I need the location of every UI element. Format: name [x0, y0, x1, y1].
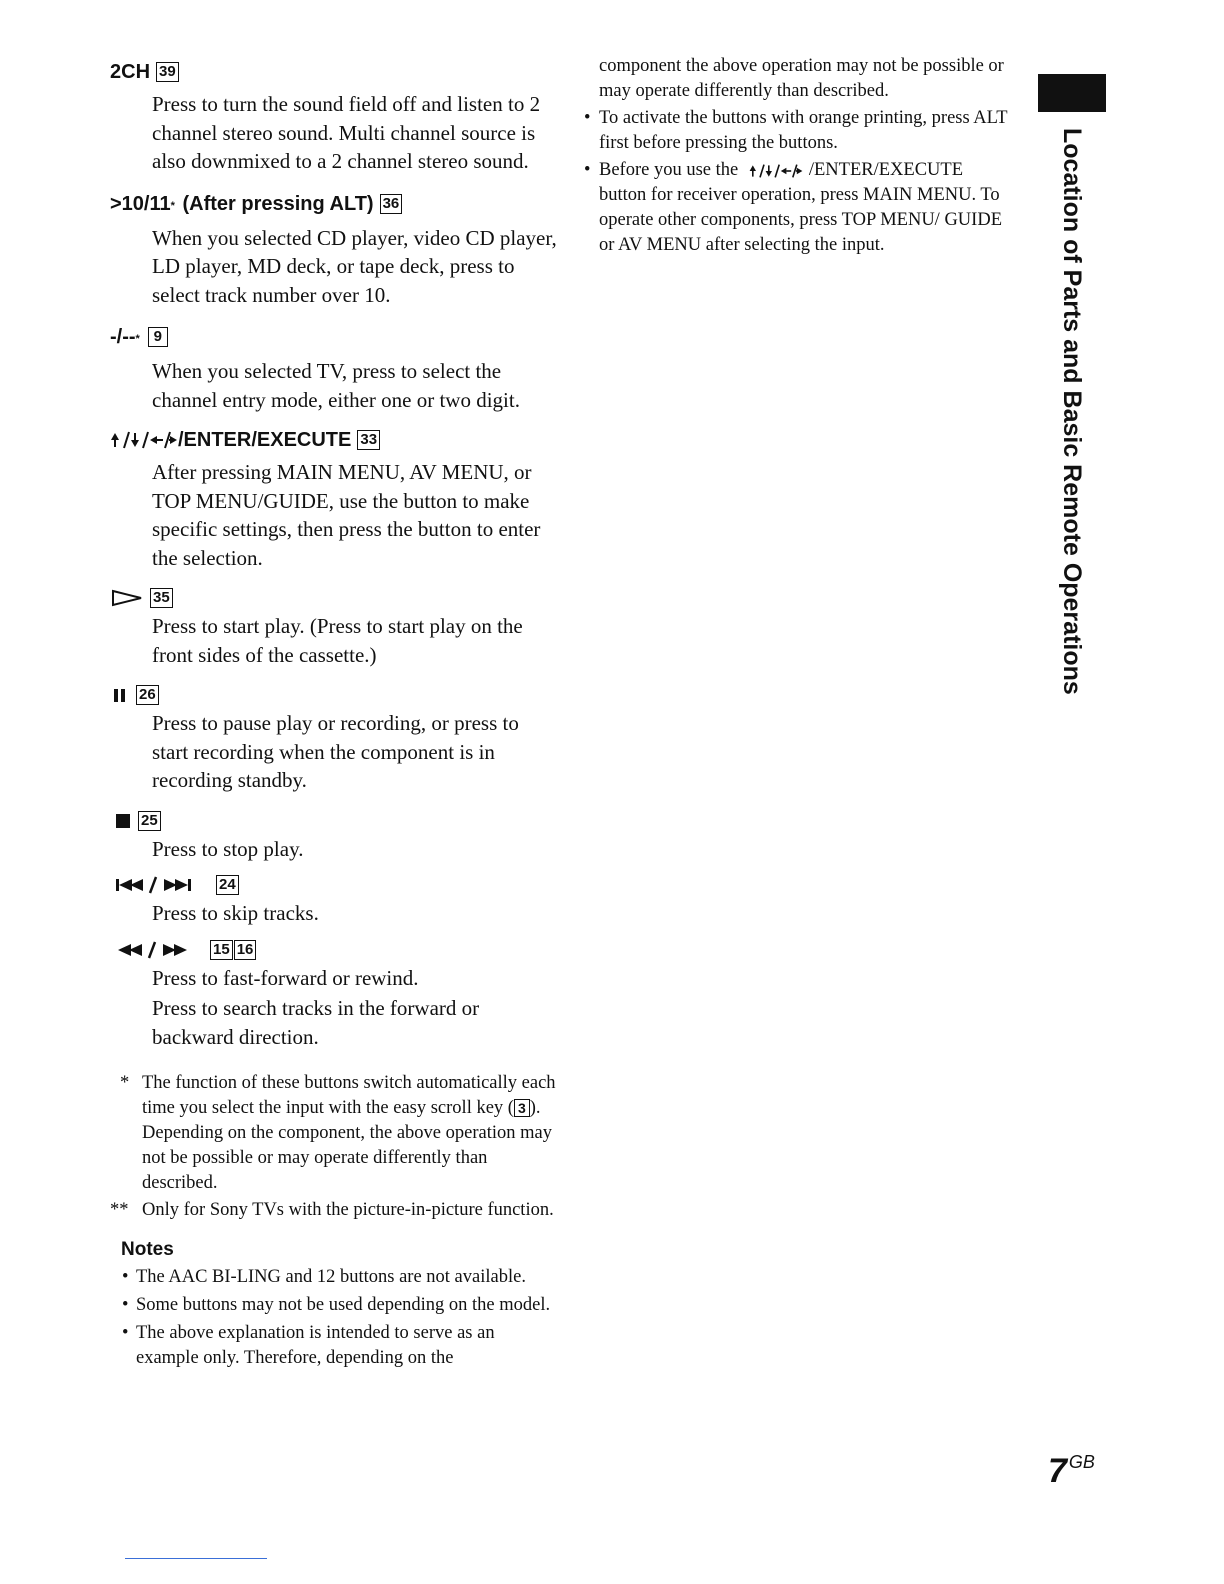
entry-description — [152, 612, 560, 669]
button-label-dash: -/-- — [110, 326, 136, 348]
page-number-digit: 7 — [1048, 1452, 1067, 1490]
page-number — [1048, 1452, 1095, 1491]
list-item: component the above operation may not be possible or may operate differently than described. — [599, 56, 1004, 101]
entry-description — [152, 90, 560, 176]
description-text: Press to turn the sound field off and listen to 2 channel stereo sound. Multi channel source is also downmixed to a 2 channel stereo sound. — [152, 92, 541, 173]
ref-number-box: 3 — [514, 1099, 530, 1117]
footnote-mark: ** — [110, 1200, 129, 1220]
footnote-double — [110, 1198, 560, 1223]
arrow-keys-icon — [743, 160, 809, 180]
description-text: When you selected TV, press to select the channel entry mode, either one or two digit. — [152, 359, 520, 412]
bottom-rule — [125, 1558, 267, 1559]
right-column — [582, 54, 1012, 260]
left-column — [110, 58, 560, 1374]
footnote-text: Only for Sony TVs with the picture-in-picture function. — [142, 1200, 554, 1220]
ref-number-box: 25 — [138, 811, 161, 831]
ref-number-box: 9 — [148, 327, 168, 347]
entry-description — [152, 899, 560, 928]
rewind-fast-forward-icon — [110, 941, 202, 959]
list-item: • To activate the buttons with orange printing, press ALT first before pressing the buttons. — [582, 106, 1012, 156]
entry-heading — [110, 188, 560, 220]
list-item-text: Before you use the — [599, 160, 743, 180]
description-text: Press to stop play. — [152, 836, 304, 861]
play-icon — [110, 589, 144, 607]
ref-number-box: 36 — [380, 194, 403, 214]
list-item — [582, 158, 1012, 258]
right-notes-list — [582, 54, 1012, 258]
entry-heading — [110, 811, 560, 831]
entry-heading — [110, 426, 560, 454]
entry-skip — [110, 875, 560, 928]
entry-heading — [110, 588, 560, 608]
footnote-single — [110, 1071, 560, 1196]
entry-description — [152, 224, 560, 310]
footnote-text-part: The function of these buttons switch automatically each time you select the input with the easy scroll key ( — [142, 1073, 556, 1118]
ref-number-box: 24 — [216, 875, 239, 895]
ref-number-box: 26 — [136, 685, 159, 705]
entry-description — [152, 357, 560, 414]
entry-heading — [110, 321, 560, 353]
description-text: After pressing MAIN MENU, AV MENU, or TOP MENU/GUIDE, use the button to make specific settings, then press the button to enter the selection. — [152, 460, 541, 570]
description-text: Press to search tracks in the forward or backward direction. — [152, 996, 480, 1049]
description-text: Press to start play. (Press to start play on the front sides of the cassette.) — [152, 614, 523, 667]
entry-fast-forward-rewind — [110, 940, 560, 1052]
ref-number-box: 15 — [210, 940, 233, 960]
section-tab-marker — [1038, 74, 1106, 112]
description-text: Press to skip tracks. — [152, 901, 319, 925]
button-label-10-11: >10/11 — [110, 192, 171, 215]
entry-enter-execute — [110, 426, 560, 572]
description-text: Press to pause play or recording, or press to start recording when the component is in recording standby. — [152, 711, 519, 792]
entry-description — [152, 835, 560, 864]
ref-number-box: 16 — [234, 940, 257, 960]
button-label-enter-execute: /ENTER/EXECUTE — [178, 429, 352, 451]
stop-icon — [110, 812, 132, 830]
notes-list — [110, 1265, 560, 1371]
entry-play — [110, 588, 560, 669]
entry-heading — [110, 940, 560, 960]
footnote-text — [142, 1071, 560, 1196]
list-item: • Some buttons may not be used depending on the model. — [110, 1293, 560, 1318]
button-label-suffix: (After pressing ALT) — [176, 192, 374, 215]
entry-heading — [110, 685, 560, 705]
footnote-star: * — [170, 199, 175, 212]
button-label-2ch: 2CH — [110, 61, 151, 83]
entry-description — [152, 964, 560, 1052]
ref-number-box: 35 — [150, 588, 173, 608]
footnote-text-part: ). Depending on the component, the above operation may not be possible or may operate differently than described. — [142, 1098, 552, 1193]
side-section-title: Location of Parts and Basic Remote Operations — [1058, 128, 1086, 695]
pause-icon — [110, 686, 130, 704]
description-text: Press to fast-forward or rewind. — [152, 965, 419, 990]
page-number-suffix: GB — [1068, 1452, 1095, 1472]
entry-pause — [110, 685, 560, 795]
ref-number-box: 33 — [357, 430, 380, 450]
entry-dash — [110, 321, 560, 414]
ref-number-box: 39 — [156, 62, 179, 82]
list-item: • The above explanation is intended to serve as an example only. Therefore, depending on the — [110, 1321, 560, 1371]
entry-description — [152, 458, 560, 572]
footnote-star: * — [135, 333, 140, 345]
entry-description — [152, 709, 560, 795]
skip-prev-next-icon — [110, 876, 208, 894]
description-text: When you selected CD player, video CD player, LD player, MD deck, or tape deck, press to select track number over 10. — [152, 225, 557, 307]
entry-heading — [110, 875, 560, 895]
entry-10-11 — [110, 188, 560, 310]
entry-stop — [110, 811, 560, 864]
entry-heading — [110, 58, 560, 86]
arrow-keys-icon — [110, 430, 178, 450]
notes-heading: Notes — [121, 1239, 174, 1260]
list-item-text: /ENTER/EXECUTE button for receiver operation, press MAIN MENU. To operate other components, press TOP MENU/ GUIDE or AV MENU after selecting the input. — [599, 160, 1002, 255]
footnotes — [110, 1071, 560, 1223]
list-item: • The AAC BI-LING and 12 buttons are not available. — [110, 1265, 560, 1290]
footnote-mark: * — [120, 1073, 130, 1093]
entry-2ch — [110, 58, 560, 176]
